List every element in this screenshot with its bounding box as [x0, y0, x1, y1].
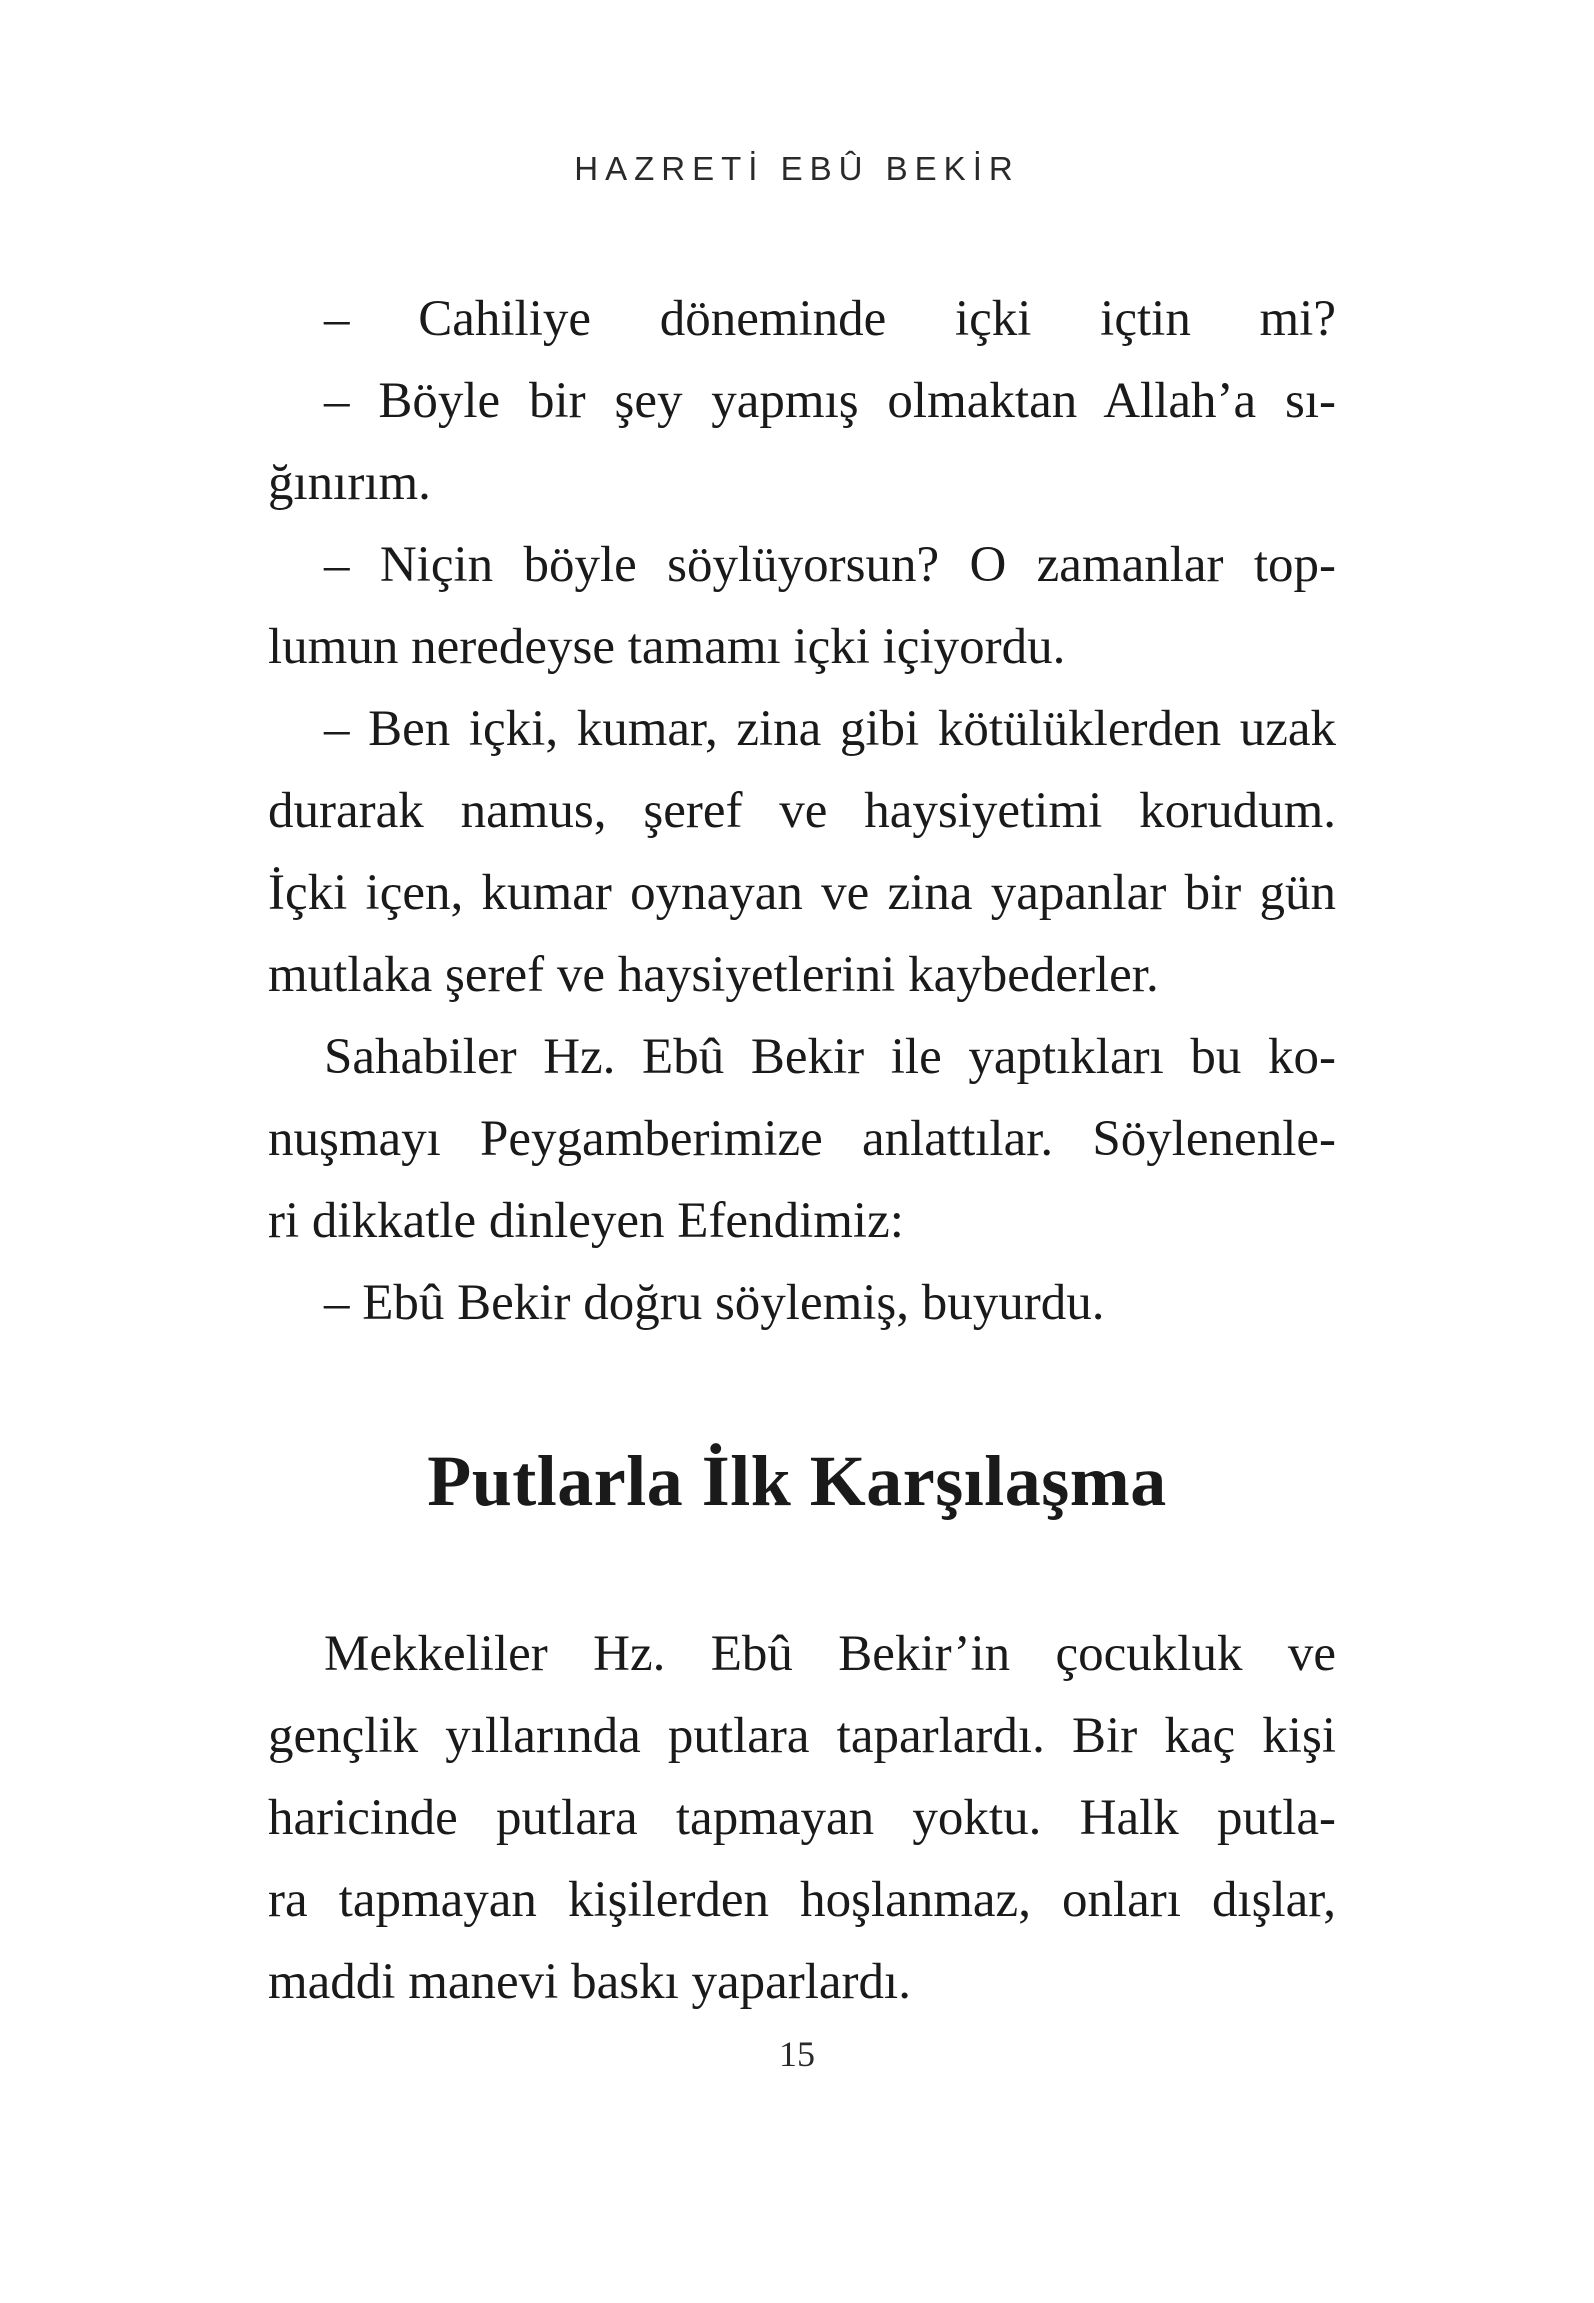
- text-line: maddi manevi baskı yaparlardı.: [268, 1954, 911, 2010]
- dialogue-text: [268, 278, 1336, 1344]
- text-line: – Böyle bir şey yapmış olmaktan Allah’a sı-: [324, 373, 1336, 429]
- text-line: Sahabiler Hz. Ebû Bekir ile yaptıkları bu ko-: [324, 1029, 1336, 1085]
- text-line: İçki içen, kumar oynayan ve zina yapanlar bir gün: [268, 865, 1336, 921]
- section-title: Putlarla İlk Karşılaşma: [427, 1441, 1167, 1521]
- text-line: nuşmayı Peygamberimize anlattılar. Söylenenle-: [268, 1111, 1336, 1167]
- section-text: [268, 1613, 1336, 2023]
- running-head: HAZRETİ EBÛ BEKİR: [574, 150, 1020, 187]
- text-line: – Ben içki, kumar, zina gibi kötülüklerden uzak: [324, 701, 1336, 757]
- text-line: mutlaka şeref ve haysiyetlerini kaybederler.: [268, 947, 1159, 1003]
- text-line: ğınırım.: [268, 455, 431, 511]
- text-line: – Ebû Bekir doğru söylemiş, buyurdu.: [324, 1275, 1105, 1331]
- text-line: ri dikkatle dinleyen Efendimiz:: [268, 1193, 904, 1249]
- page-number: 15: [779, 2034, 815, 2074]
- text-line: ra tapmayan kişilerden hoşlanmaz, onları dışlar,: [268, 1872, 1336, 1928]
- text-line: – Niçin böyle söylüyorsun? O zamanlar top-: [324, 537, 1336, 593]
- text-line: haricinde putlara tapmayan yoktu. Halk putla-: [268, 1790, 1336, 1846]
- text-line: gençlik yıllarında putlara taparlardı. Bir kaç kişi: [268, 1708, 1336, 1764]
- text-line: durarak namus, şeref ve haysiyetimi korudum.: [268, 783, 1336, 839]
- text-line: lumun neredeyse tamamı içki içiyordu.: [268, 619, 1066, 675]
- text-line: – Cahiliye döneminde içki içtin mi?: [324, 291, 1336, 347]
- text-line: Mekkeliler Hz. Ebû Bekir’in çocukluk ve: [324, 1626, 1336, 1682]
